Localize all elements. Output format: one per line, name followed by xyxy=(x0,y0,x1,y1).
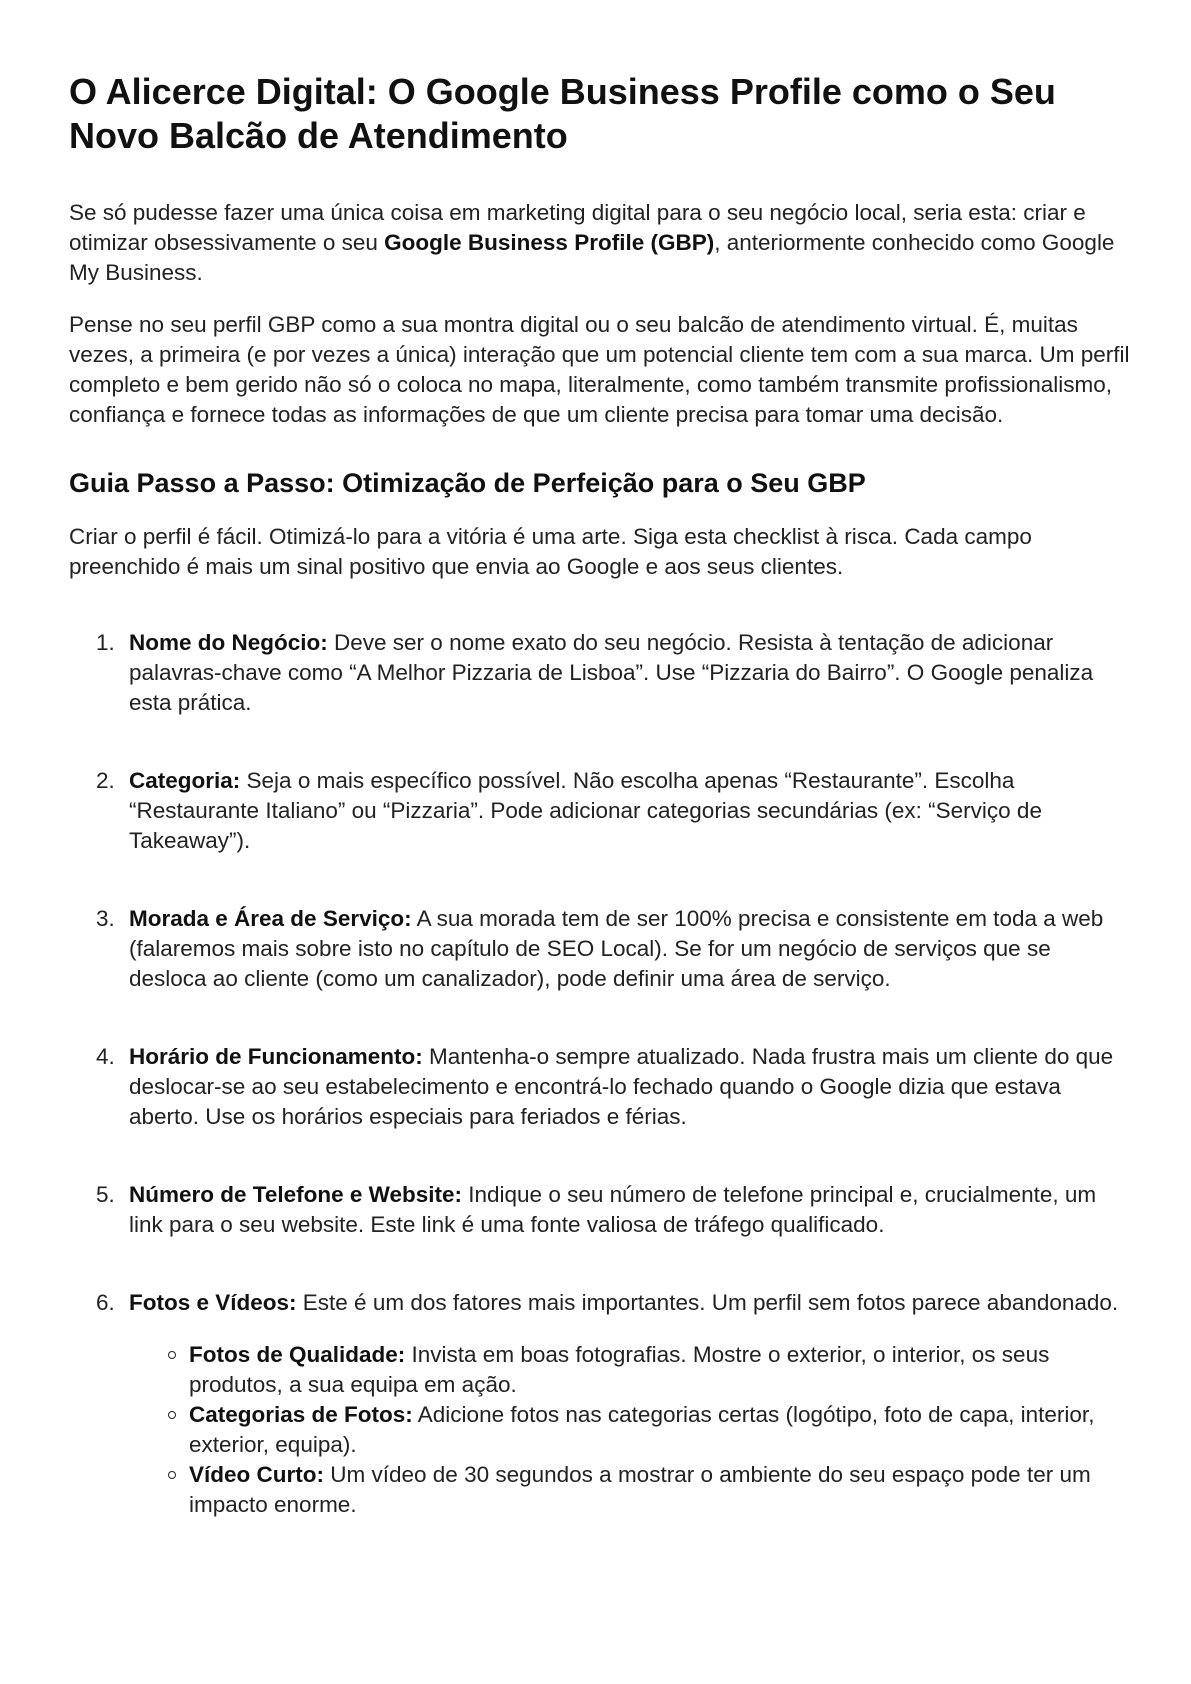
circle-bullet-icon xyxy=(168,1471,176,1479)
sub-list-item xyxy=(129,1340,1131,1400)
list-item xyxy=(69,1288,1131,1520)
circle-bullet-icon xyxy=(168,1351,176,1359)
list-item-label: Horário de Funcionamento: xyxy=(129,1044,423,1069)
list-item-number: 5. xyxy=(96,1182,115,1207)
list-item-text: Este é um dos fatores mais importantes. Um perfil sem fotos parece abandonado. xyxy=(296,1290,1119,1315)
list-item-number: 2. xyxy=(96,768,115,793)
sub-list-item xyxy=(129,1460,1131,1520)
list-item-number: 6. xyxy=(96,1290,115,1315)
list-item xyxy=(69,1042,1131,1132)
sub-list-item-text: Adicione fotos nas categorias certas (logótipo, foto de capa, interior, exterior, equipa). xyxy=(189,1402,1095,1457)
sub-list-item-label: Vídeo Curto: xyxy=(189,1462,324,1487)
list-item xyxy=(69,628,1131,718)
list-item-number: 3. xyxy=(96,906,115,931)
section-heading: Guia Passo a Passo: Otimização de Perfeição para o Seu GBP xyxy=(69,468,866,498)
sub-list xyxy=(129,1340,1131,1520)
intro-text: Se só pudesse fazer uma única coisa em marketing digital para o seu negócio local, seria esta: criar e otimizar obsessivamente o seu xyxy=(69,200,1086,255)
intro-bold-term: Google Business Profile (GBP) xyxy=(384,230,715,255)
list-item-text: A sua morada tem de ser 100% precisa e consistente em toda a web (falaremos mais sobre isto no capítulo de SEO Local). Se for um negócio de serviços que se desloca ao cliente (como um canalizador), pode definir uma área de serviço. xyxy=(129,906,1104,991)
list-item-text: Deve ser o nome exato do seu negócio. Resista à tentação de adicionar palavras-chave como “A Melhor Pizzaria de Lisboa”. Use “Pizzaria do Bairro”. O Google penaliza esta prática. xyxy=(129,630,1094,715)
list-item-label: Número de Telefone e Website: xyxy=(129,1182,462,1207)
intro-paragraph-1 xyxy=(69,198,1131,288)
sub-list-item-text: Um vídeo de 30 segundos a mostrar o ambiente do seu espaço pode ter um impacto enorme. xyxy=(189,1462,1091,1517)
list-item-number: 1. xyxy=(96,630,115,655)
list-item-number: 4. xyxy=(96,1044,115,1069)
list-item xyxy=(69,904,1131,994)
list-item-label: Fotos e Vídeos: xyxy=(129,1290,297,1315)
sub-list-item-label: Fotos de Qualidade: xyxy=(189,1342,406,1367)
intro-text-end: , anteriormente conhecido como Google My Business. xyxy=(69,230,1115,285)
list-item-text: Indique o seu número de telefone principal e, crucialmente, um link para o seu website. Este link é uma fonte valiosa de tráfego qualificado. xyxy=(129,1182,1097,1237)
list-item-label: Morada e Área de Serviço: xyxy=(129,906,412,931)
sub-list-item-text: Invista em boas fotografias. Mostre o exterior, o interior, os seus produtos, a sua equipa em ação. xyxy=(189,1342,1050,1397)
section-intro-paragraph: Criar o perfil é fácil. Otimizá-lo para a vitória é uma arte. Siga esta checklist à risca. Cada campo preenchido é mais um sinal positivo que envia ao Google e aos seus clientes. xyxy=(69,524,1032,579)
list-item-label: Categoria: xyxy=(129,768,241,793)
list-item-text: Seja o mais específico possível. Não escolha apenas “Restaurante”. Escolha “Restaurante Italiano” ou “Pizzaria”. Pode adicionar categorias secundárias (ex: “Serviço de Takeaway”). xyxy=(129,768,1042,853)
steps-list xyxy=(69,628,1131,1520)
sub-list-item xyxy=(129,1400,1131,1460)
list-item-text: Mantenha-o sempre atualizado. Nada frustra mais um cliente do que deslocar-se ao seu estabelecimento e encontrá-lo fechado quando o Google dizia que estava aberto. Use os horários especiais para feriados e férias. xyxy=(129,1044,1114,1129)
list-item-label: Nome do Negócio: xyxy=(129,630,328,655)
list-item xyxy=(69,1180,1131,1240)
sub-list-item-label: Categorias de Fotos: xyxy=(189,1402,413,1427)
circle-bullet-icon xyxy=(168,1411,176,1419)
intro-paragraph-2: Pense no seu perfil GBP como a sua montra digital ou o seu balcão de atendimento virtual. É, muitas vezes, a primeira (e por vezes a única) interação que um potencial cliente tem com a sua marca. Um perfil completo e bem gerido não só o coloca no mapa, literalmente, como também transmite profissionalismo, confiança e fornece todas as informações de que um cliente precisa para tomar uma decisão. xyxy=(69,312,1130,427)
page-title: O Alicerce Digital: O Google Business Profile como o Seu Novo Balcão de Atendimento xyxy=(69,71,1056,156)
list-item xyxy=(69,766,1131,856)
